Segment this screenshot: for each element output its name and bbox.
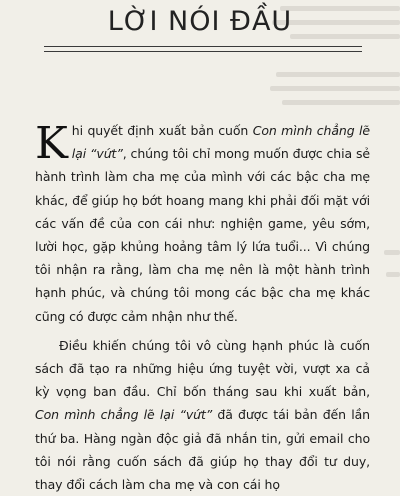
page-title: LỜI NÓI ĐẦU — [107, 6, 293, 37]
book-title-italic: Con mình chẳng lẽ lại “vứt” — [71, 123, 370, 162]
paragraph-1-text-a: hi quyết định xuất bản cuốn — [71, 123, 253, 138]
drop-cap: K — [35, 118, 68, 169]
book-title-italic-2: Con mình chẳng lẽ lại “vứt” — [35, 407, 213, 423]
body-text — [35, 119, 370, 496]
paragraph-1 — [35, 119, 370, 328]
title-underline-second — [44, 51, 362, 52]
paragraph-2-text-a: Điều khiến chúng tôi vô cùng hạnh phúc là cuốn sách đã tạo ra những hiệu ứng tuyệt vời, vượt xa cả kỳ vọng ban đầu. Chỉ bốn tháng sau khi xuất bản, — [35, 337, 370, 400]
title-underline — [44, 46, 362, 47]
paragraph-2-text-b: đã được tái bản đến lần thứ ba. Hàng ngàn độc giả đã nhắn tin, gửi email cho tôi nói rằng cuốn sách đã giúp họ thay đổi tư duy, thay đổi cách làm cha mẹ và con cái họ — [35, 407, 370, 493]
paragraph-2 — [35, 334, 370, 496]
paragraph-1-text-b: , chúng tôi chỉ mong muốn được chia sẻ hành trình làm cha mẹ của mình với các bậc cha mẹ khác, để giúp họ bớt hoang mang khi phải đối mặt với các vấn đề của con cái như: nghiện game, yêu sớm, lười học, gặp khủng hoảng tâm lý lứa tuổi... Vì chúng tôi nhận ra rằng, làm cha mẹ nên là một hành trình hạnh phúc, và chúng tôi mong các bậc cha mẹ khác cũng có được cảm nhận như thế. — [35, 146, 370, 324]
